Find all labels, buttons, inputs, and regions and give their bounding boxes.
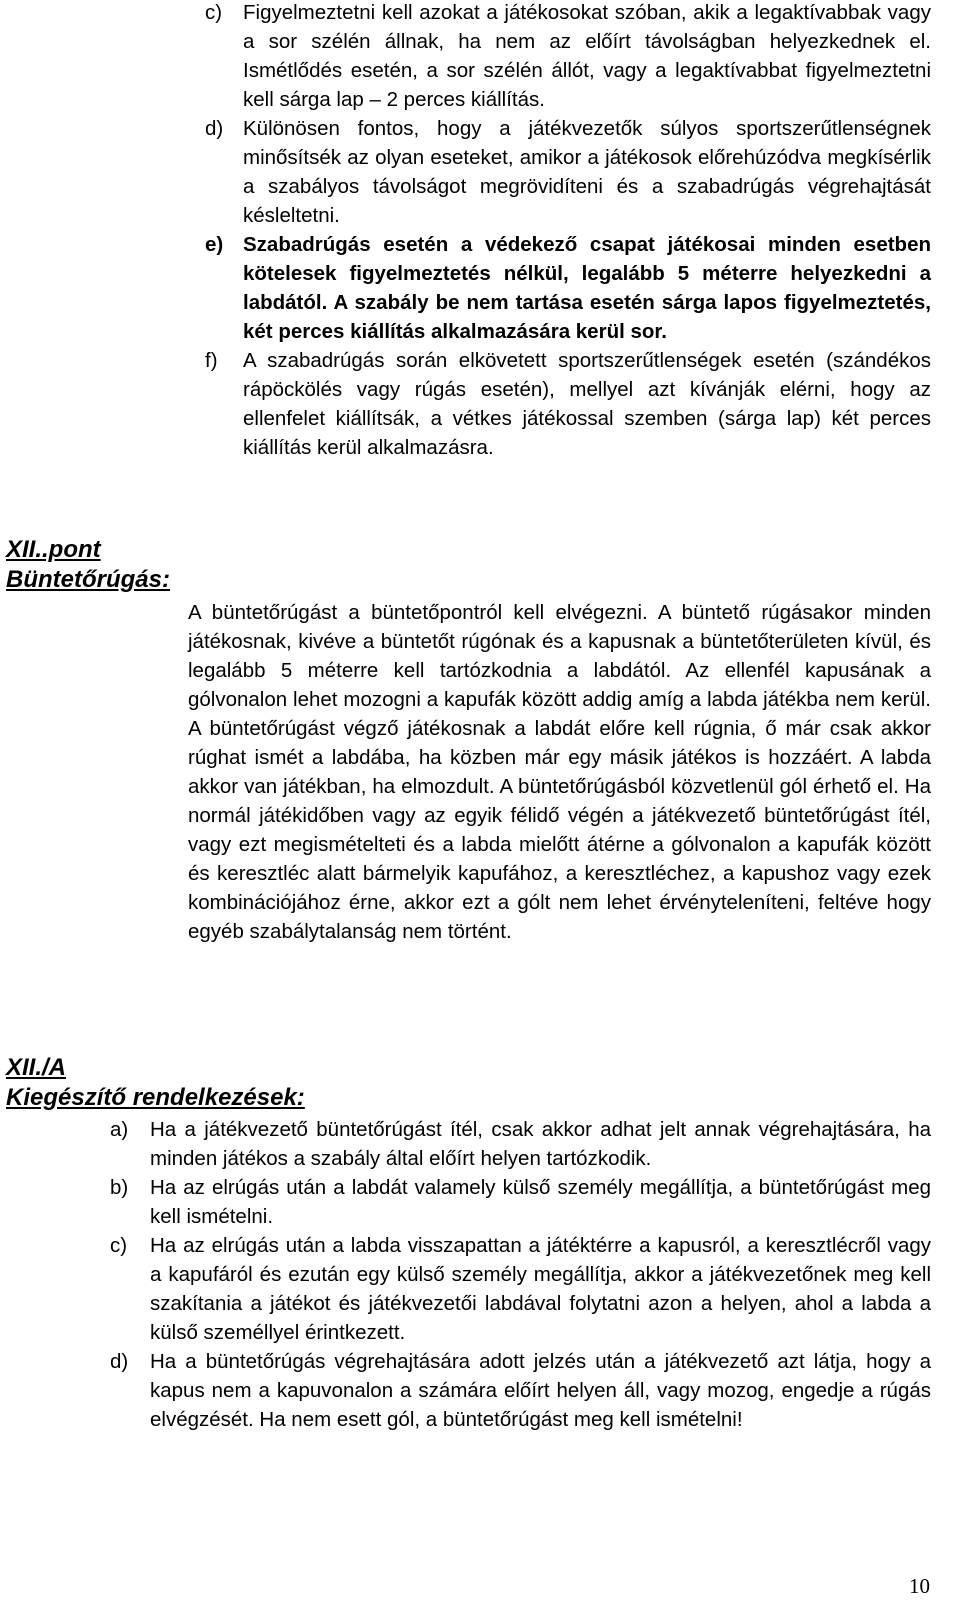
section-title: Kiegészítő rendelkezések: <box>6 1084 305 1111</box>
list-item-f <box>205 346 931 462</box>
list-item-text: Szabadrúgás esetén a védekező csapat játékosai minden esetben kötelesek figyelmeztetés nélkül, legalább 5 méterre helyezkedni a labdától. A szabály be nem tartása esetén sárga lapos figyelmeztetés, két perces kiállítás alkalmazására kerül sor. <box>243 233 931 343</box>
section-title: Büntetőrúgás: <box>6 566 170 593</box>
penalty-kick-paragraph: A büntetőrúgást a büntetőpontról kell elvégezni. A büntető rúgásakor minden játékosnak, kivéve a büntetőt rúgónak és a kapusnak a büntetőterületen kívül, és legalább 5 méterre kell tartózkodnia a labdától. Az ellenfél kapusának a gólvonalon lehet mozogni a kapufák között addig amíg a labda játékba nem kerül. A büntetőrúgást végző játékosnak a labdát előre kell rúgnia, ő már csak akkor rúghat ismét a labdába, ha közben már egy másik játékos is hozzáért. A labda akkor van játékban, ha elmozdult. A büntetőrúgásból közvetlenül gól érhető el. Ha normál játékidőben vagy az egyik félidő végén a játékvezető büntetőrúgást ítél, vagy ezt megismételteti és a labda mielőtt átérne a gólvonalon a kapufák között és keresztléc alatt bármelyik kapufához, a keresztléchez, a kapushoz vagy ezek kombinációjához érne, akkor ezt a gólt nem lehet érvényteleníteni, feltéve hogy egyéb szabálytalanság nem történt. <box>188 601 931 943</box>
list-marker: c) <box>205 1 223 24</box>
list-marker: f) <box>205 349 218 372</box>
list-item-text: Ha a játékvezető büntetőrúgást ítél, csak akkor adhat jelt annak végrehajtására, ha minden játékos a szabály által előírt helyen tartózkodik. <box>150 1118 931 1170</box>
page-number: 10 <box>909 1574 930 1598</box>
list-marker: e) <box>205 233 224 256</box>
rules-list-continued <box>205 0 931 462</box>
list-item-text: Különösen fontos, hogy a játékvezetők súlyos sportszerűtlenségnek minősítsék az olyan eseteket, amikor a játékosok előrehúzódva megkísérlik a szabályos távolságot megrövidíteni és a szabadrúgás végrehajtását késleltetni. <box>243 117 931 227</box>
list-item-a <box>110 1115 931 1173</box>
list-item-c <box>205 0 931 114</box>
list-item-text: Figyelmeztetni kell azokat a játékosokat szóban, akik a legaktívabbak vagy a sor szélén állnak, ha nem az előírt távolságban helyezkednek el. Ismétlődés esetén, a sor szélén állót, vagy a legaktívabbat figyelmeztetni kell sárga lap – 2 perces kiállítás. <box>243 1 931 111</box>
section-heading-xii <box>6 535 170 595</box>
list-marker: d) <box>110 1350 129 1373</box>
list-marker: c) <box>110 1234 128 1257</box>
list-item-text: A szabadrúgás során elkövetett sportszerűtlenségek esetén (szándékos rápöckölés vagy rúgás esetén), mellyel azt kívánják elérni, hogy az ellenfelet kiállítsák, a vétkes játékossal szemben (sárga lap) két perces kiállítás kerül alkalmazásra. <box>243 349 931 459</box>
section-number: XII..pont <box>6 536 101 563</box>
list-item-text: Ha a büntetőrúgás végrehajtására adott jelzés után a játékvezető azt látja, hogy a kapus nem a kapuvonalon a számára előírt helyen áll, vagy mozog, engedje a rúgás elvégzését. Ha nem esett gól, a büntetőrúgást meg kell ismételni! <box>150 1350 931 1431</box>
list-item-b <box>110 1173 931 1231</box>
supplementary-provisions-list <box>110 1115 931 1434</box>
list-marker: b) <box>110 1176 129 1199</box>
section-number: XII./A <box>6 1054 67 1081</box>
list-item-d <box>205 114 931 230</box>
list-marker: d) <box>205 117 224 140</box>
list-marker: a) <box>110 1118 129 1141</box>
list-item-text: Ha az elrúgás után a labda visszapattan a játéktérre a kapusról, a keresztlécről vagy a kapufáról és ezután egy külső személy megállítja, akkor a játékvezetőnek meg kell szakítania a játékot és játékvezetői labdával folytatni azon a helyen, ahol a labda a külső személlyel érintkezett. <box>150 1234 931 1344</box>
section-heading-xiia <box>6 1053 305 1113</box>
list-item-e <box>205 230 931 346</box>
list-item-d <box>110 1347 931 1434</box>
list-item-c <box>110 1231 931 1347</box>
list-item-text: Ha az elrúgás után a labdát valamely külső személy megállítja, a büntetőrúgást meg kell ismételni. <box>150 1176 931 1228</box>
